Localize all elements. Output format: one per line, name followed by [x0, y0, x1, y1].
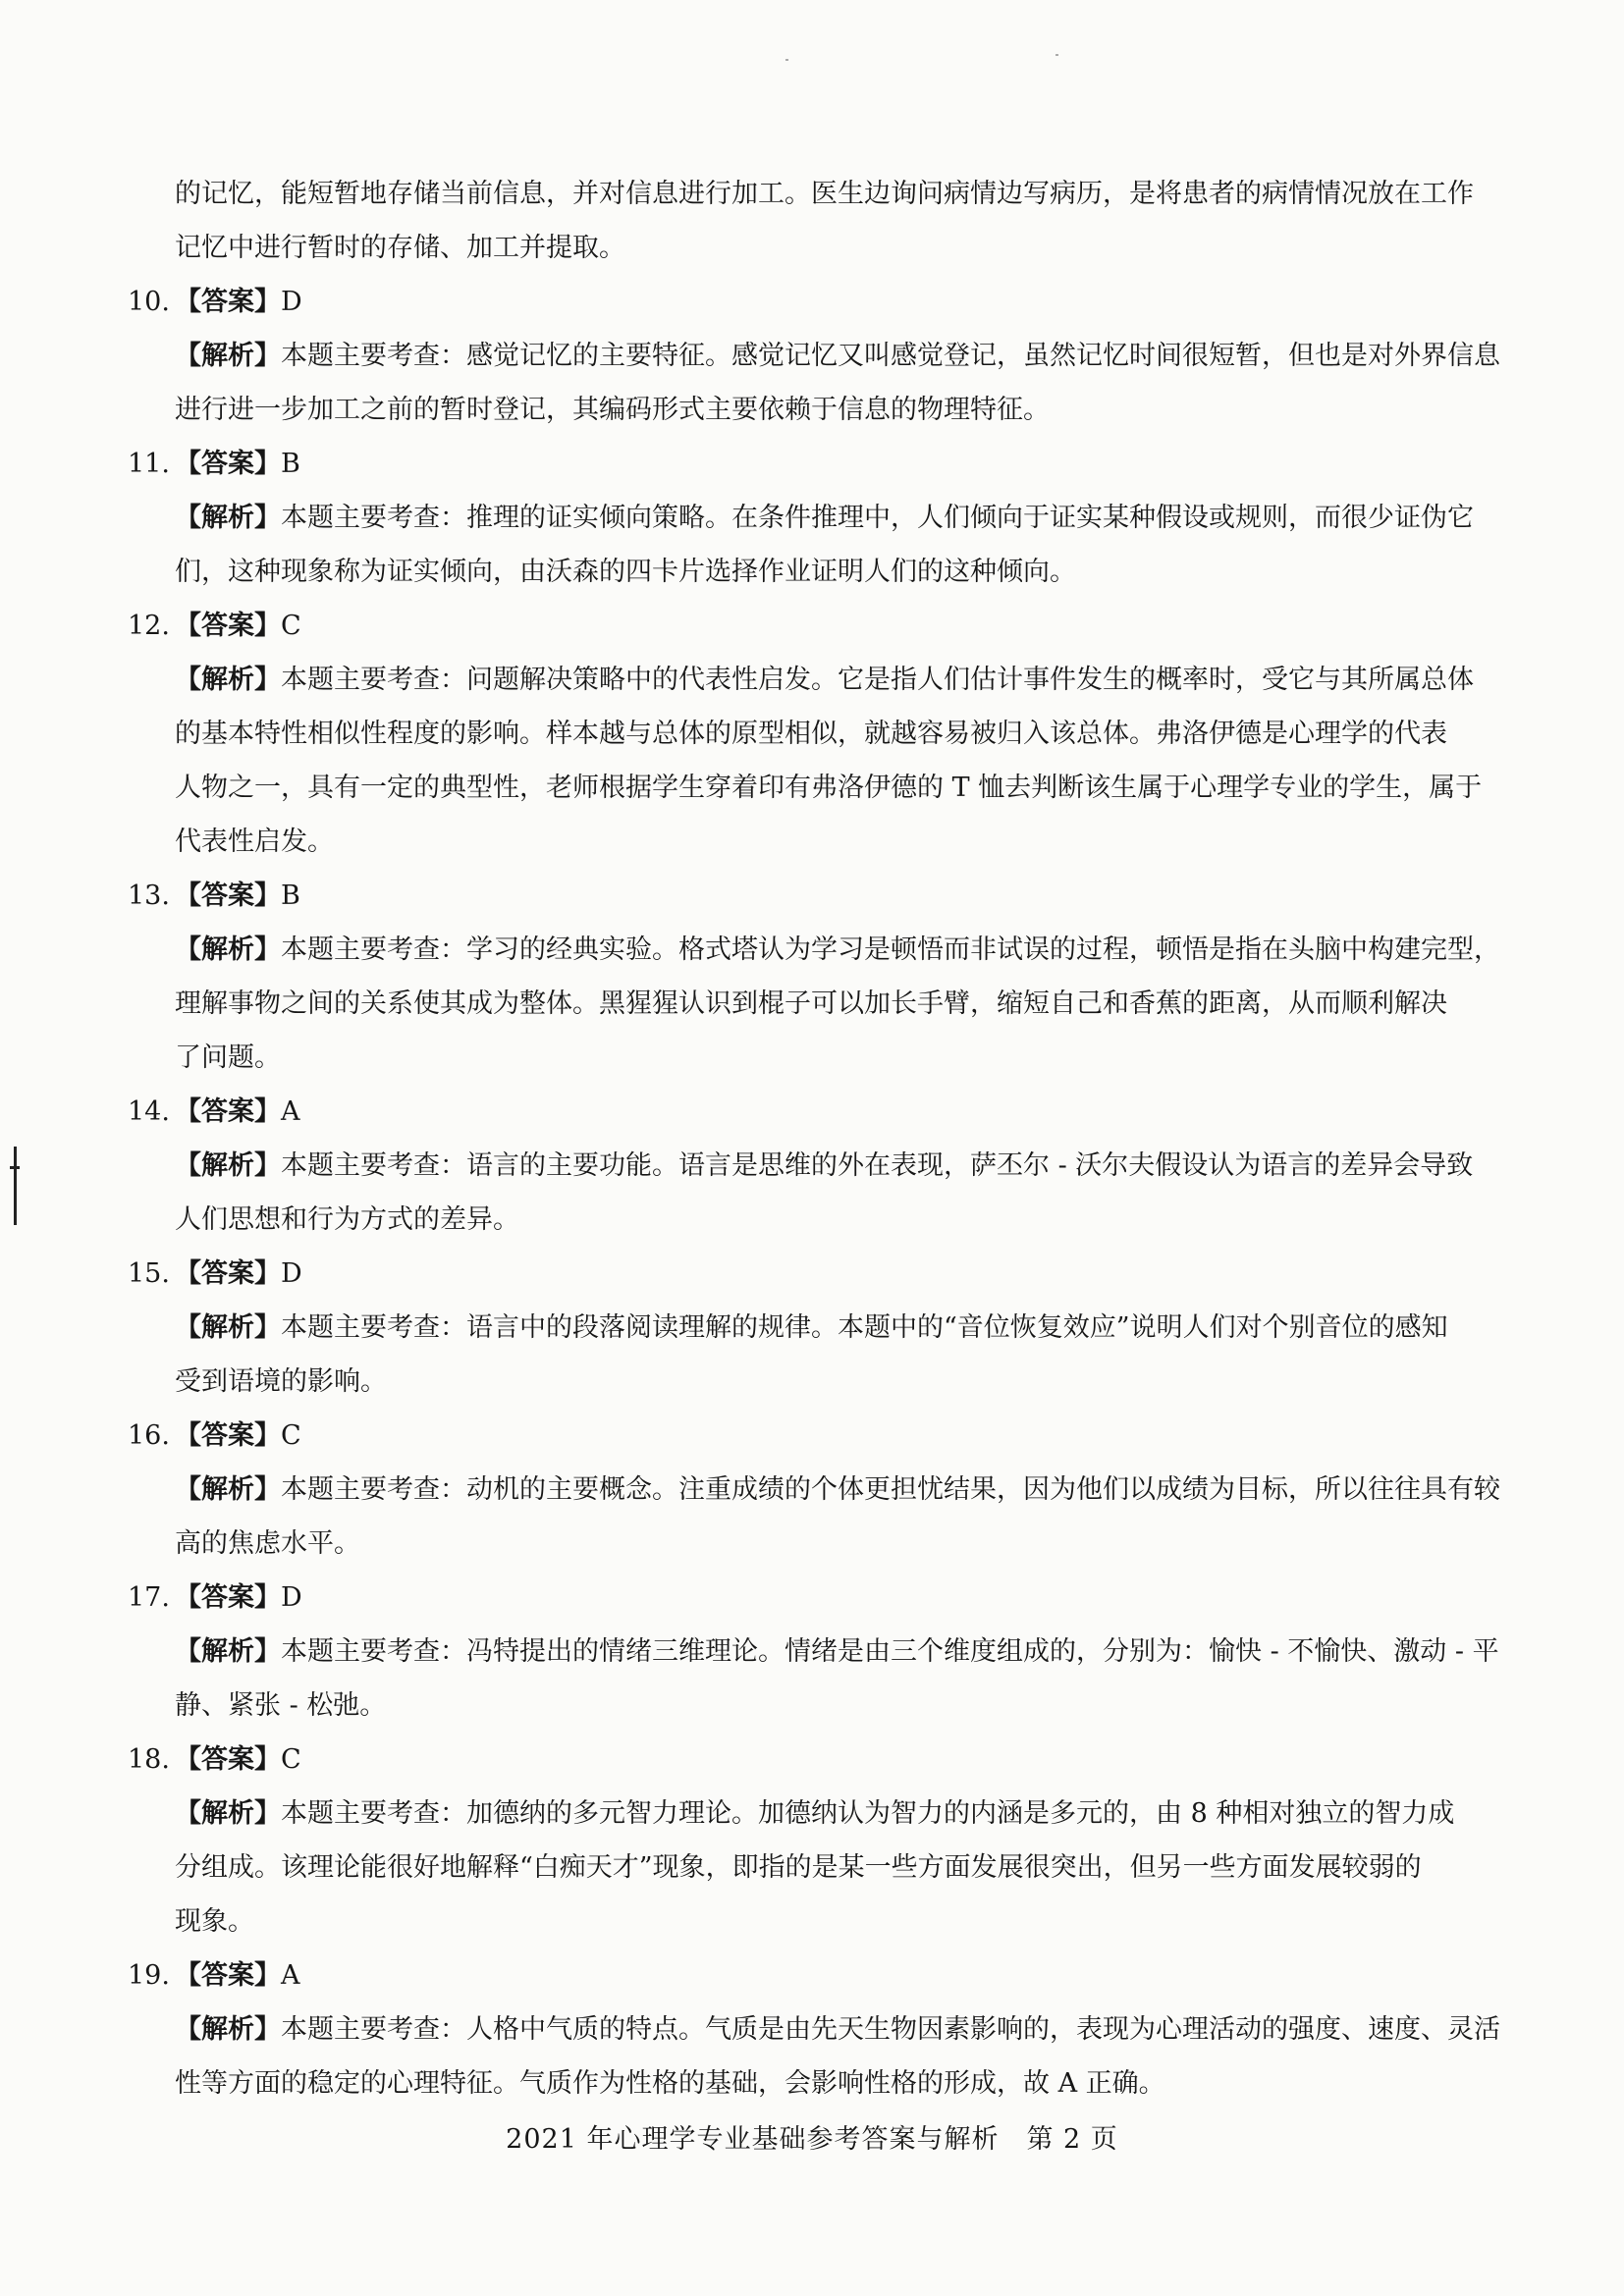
scan-speck	[1056, 54, 1058, 56]
explanation-line	[128, 1139, 1502, 1193]
explanation-text: 本题主要考查：推理的证实倾向策略。在条件推理中，人们倾向于证实某种假设或规则，而很少证伪它	[281, 503, 1474, 533]
bracket-close: 】	[254, 934, 281, 965]
explanation-line	[128, 1841, 1502, 1895]
explanation-line	[128, 2056, 1502, 2110]
bracket-close: 】	[254, 1474, 281, 1505]
bracket-open: 【	[175, 287, 201, 317]
bracket-close: 】	[254, 503, 281, 533]
answer-line	[128, 1571, 1502, 1625]
answer-line	[128, 437, 1502, 491]
bracket-open: 【	[175, 1582, 201, 1613]
explanation-line	[128, 491, 1502, 545]
answer-line	[128, 1733, 1502, 1787]
explanation-line	[128, 383, 1502, 437]
bracket-close: 】	[254, 1258, 281, 1289]
explanation-line	[128, 1679, 1502, 1733]
explanation-line	[128, 923, 1502, 977]
answer-line	[128, 1085, 1502, 1139]
bracket-close: 】	[254, 611, 281, 641]
answer-line	[128, 1409, 1502, 1463]
explanation-line	[128, 977, 1502, 1031]
question-item	[128, 275, 1502, 437]
answer-label: 答案	[201, 1582, 254, 1613]
explanation-line	[128, 653, 1502, 707]
bracket-close: 】	[254, 1960, 281, 1991]
bracket-open: 【	[175, 1312, 201, 1343]
bracket-close: 】	[254, 2014, 281, 2045]
question-item	[128, 437, 1502, 599]
question-item	[128, 1085, 1502, 1247]
answer-label: 答案	[201, 1960, 254, 1991]
answer-value: D	[281, 1582, 302, 1613]
explanation-line	[128, 761, 1502, 815]
bracket-close: 】	[254, 881, 281, 911]
bracket-close: 】	[254, 449, 281, 479]
answer-value: C	[281, 611, 301, 641]
explanation-text: 本题主要考查：动机的主要概念。注重成绩的个体更担忧结果，因为他们以成绩为目标，所以往往具有较	[281, 1474, 1500, 1505]
explanation-text: 代表性启发。	[175, 827, 334, 857]
scan-speck	[785, 59, 788, 61]
explanation-text: 理解事物之间的关系使其成为整体。黑猩猩认识到棍子可以加长手臂，缩短自己和香蕉的距离，从而顺利解决	[175, 988, 1447, 1019]
answer-label: 答案	[201, 611, 254, 641]
explanation-text: 进行进一步加工之前的暂时登记，其编码形式主要依赖于信息的物理特征。	[175, 395, 1050, 425]
answer-line	[128, 1247, 1502, 1301]
answer-line	[128, 1949, 1502, 2002]
question-item	[128, 1949, 1502, 2110]
explanation-text: 了问题。	[175, 1042, 281, 1073]
answer-label: 答案	[201, 881, 254, 911]
explanation-text: 本题主要考查：冯特提出的情绪三维理论。情绪是由三个维度组成的，分别为：愉快 - 不愉快、激动 - 平	[281, 1636, 1499, 1667]
analysis-label: 解析	[201, 1150, 254, 1181]
bracket-open: 【	[175, 881, 201, 911]
intro-line: 记忆中进行暂时的存储、加工并提取。	[175, 233, 625, 263]
explanation-text: 本题主要考查：人格中气质的特点。气质是由先天生物因素影响的，表现为心理活动的强度、速度、灵活	[281, 2014, 1500, 2045]
bracket-open: 【	[175, 1096, 201, 1127]
explanation-line	[128, 1787, 1502, 1841]
bracket-open: 【	[175, 449, 201, 479]
analysis-label: 解析	[201, 503, 254, 533]
explanation-line	[128, 1517, 1502, 1571]
explanation-line	[128, 1193, 1502, 1247]
answer-label: 答案	[201, 287, 254, 317]
scan-margin-mark	[10, 1166, 20, 1169]
explanation-line	[128, 1895, 1502, 1949]
explanation-text: 受到语境的影响。	[175, 1366, 387, 1397]
answer-label: 答案	[201, 1096, 254, 1127]
answer-value: C	[281, 1420, 301, 1451]
page-footer: 2021 年心理学专业基础参考答案与解析 第 2 页	[506, 2124, 1118, 2155]
bracket-open: 【	[175, 1744, 201, 1775]
intro-paragraph	[128, 167, 1502, 275]
answer-line	[128, 599, 1502, 653]
explanation-text: 分组成。该理论能很好地解释“白痴天才”现象，即指的是某一些方面发展很突出，但另一些方面发展较弱的	[175, 1852, 1422, 1883]
answer-label: 答案	[201, 449, 254, 479]
bracket-close: 】	[254, 1312, 281, 1343]
explanation-text: 人物之一，具有一定的典型性，老师根据学生穿着印有弗洛伊德的 T 恤去判断该生属于心理学专业的学生，属于	[175, 773, 1483, 803]
bracket-close: 】	[254, 1798, 281, 1829]
analysis-label: 解析	[201, 1474, 254, 1505]
explanation-text: 本题主要考查：感觉记忆的主要特征。感觉记忆又叫感觉登记，虽然记忆时间很短暂，但也是对外界信息	[281, 341, 1500, 371]
bracket-open: 【	[175, 1420, 201, 1451]
explanation-text: 本题主要考查：语言的主要功能。语言是思维的外在表现，萨丕尔 - 沃尔夫假设认为语言的差异会导致	[281, 1150, 1474, 1181]
question-item	[128, 1409, 1502, 1571]
question-number: 18.	[128, 1744, 170, 1775]
answer-label: 答案	[201, 1258, 254, 1289]
bracket-close: 】	[254, 287, 281, 317]
explanation-line	[128, 1031, 1502, 1085]
question-number: 17.	[128, 1582, 170, 1613]
analysis-label: 解析	[201, 934, 254, 965]
bracket-open: 【	[175, 1258, 201, 1289]
explanation-line	[128, 1355, 1502, 1409]
analysis-label: 解析	[201, 665, 254, 695]
analysis-label: 解析	[201, 1312, 254, 1343]
bracket-open: 【	[175, 611, 201, 641]
question-number: 11.	[128, 449, 170, 479]
explanation-text: 现象。	[175, 1906, 254, 1937]
answer-value: A	[281, 1096, 300, 1127]
answer-value: D	[281, 287, 302, 317]
explanation-line	[128, 2002, 1502, 2056]
explanation-text: 本题主要考查：语言中的段落阅读理解的规律。本题中的“音位恢复效应”说明人们对个别音位的感知	[281, 1312, 1448, 1343]
bracket-open: 【	[175, 2014, 201, 2045]
bracket-open: 【	[175, 341, 201, 371]
analysis-label: 解析	[201, 1636, 254, 1667]
bracket-open: 【	[175, 1960, 201, 1991]
intro-line: 的记忆，能短暂地存储当前信息，并对信息进行加工。医生边询问病情边写病历，是将患者的病情情况放在工作	[175, 179, 1474, 209]
answer-value: B	[281, 881, 300, 911]
bracket-open: 【	[175, 1150, 201, 1181]
bracket-close: 】	[254, 341, 281, 371]
explanation-text: 高的焦虑水平。	[175, 1528, 360, 1559]
explanation-line	[128, 1625, 1502, 1679]
bracket-open: 【	[175, 934, 201, 965]
question-number: 10.	[128, 287, 170, 317]
scan-margin-mark	[14, 1147, 17, 1225]
answer-value: A	[281, 1960, 300, 1991]
explanation-text: 静、紧张 - 松弛。	[175, 1690, 387, 1721]
explanation-text: 们，这种现象称为证实倾向，由沃森的四卡片选择作业证明人们的这种倾向。	[175, 557, 1076, 587]
answer-value: B	[281, 449, 300, 479]
explanation-line	[128, 1463, 1502, 1517]
question-number: 12.	[128, 611, 170, 641]
explanation-line	[128, 815, 1502, 869]
question-number: 16.	[128, 1420, 170, 1451]
bracket-close: 】	[254, 1636, 281, 1667]
question-item	[128, 1571, 1502, 1733]
analysis-label: 解析	[201, 341, 254, 371]
question-number: 15.	[128, 1258, 170, 1289]
question-item	[128, 1247, 1502, 1409]
bracket-close: 】	[254, 1420, 281, 1451]
answer-value: C	[281, 1744, 301, 1775]
explanation-text: 本题主要考查：问题解决策略中的代表性启发。它是指人们估计事件发生的概率时，受它与其所属总体	[281, 665, 1474, 695]
answer-value: D	[281, 1258, 302, 1289]
bracket-close: 】	[254, 1582, 281, 1613]
bracket-open: 【	[175, 1636, 201, 1667]
bracket-close: 】	[254, 1150, 281, 1181]
explanation-text: 的基本特性相似性程度的影响。样本越与总体的原型相似，就越容易被归入该总体。弗洛伊德是心理学的代表	[175, 719, 1447, 749]
question-number: 14.	[128, 1096, 170, 1127]
bracket-open: 【	[175, 503, 201, 533]
bracket-close: 】	[254, 1744, 281, 1775]
question-number: 19.	[128, 1960, 170, 1991]
explanation-text: 人们思想和行为方式的差异。	[175, 1204, 519, 1235]
question-item	[128, 1733, 1502, 1949]
bracket-close: 】	[254, 665, 281, 695]
question-list	[128, 275, 1502, 2110]
question-item	[128, 869, 1502, 1085]
explanation-text: 本题主要考查：学习的经典实验。格式塔认为学习是顿悟而非试误的过程，顿悟是指在头脑中构建完型，	[281, 934, 1500, 965]
bracket-open: 【	[175, 665, 201, 695]
explanation-text: 本题主要考查：加德纳的多元智力理论。加德纳认为智力的内涵是多元的，由 8 种相对独立的智力成	[281, 1798, 1455, 1829]
explanation-line	[128, 329, 1502, 383]
analysis-label: 解析	[201, 1798, 254, 1829]
bracket-open: 【	[175, 1474, 201, 1505]
explanation-line	[128, 545, 1502, 599]
bracket-close: 】	[254, 1096, 281, 1127]
answer-line	[128, 869, 1502, 923]
question-number: 13.	[128, 881, 170, 911]
explanation-text: 性等方面的稳定的心理特征。气质作为性格的基础，会影响性格的形成，故 A 正确。	[175, 2068, 1165, 2099]
answer-label: 答案	[201, 1744, 254, 1775]
explanation-line	[128, 1301, 1502, 1355]
answer-line	[128, 275, 1502, 329]
bracket-open: 【	[175, 1798, 201, 1829]
explanation-line	[128, 707, 1502, 761]
answer-key-body	[128, 167, 1502, 2110]
analysis-label: 解析	[201, 2014, 254, 2045]
question-item	[128, 599, 1502, 869]
answer-label: 答案	[201, 1420, 254, 1451]
